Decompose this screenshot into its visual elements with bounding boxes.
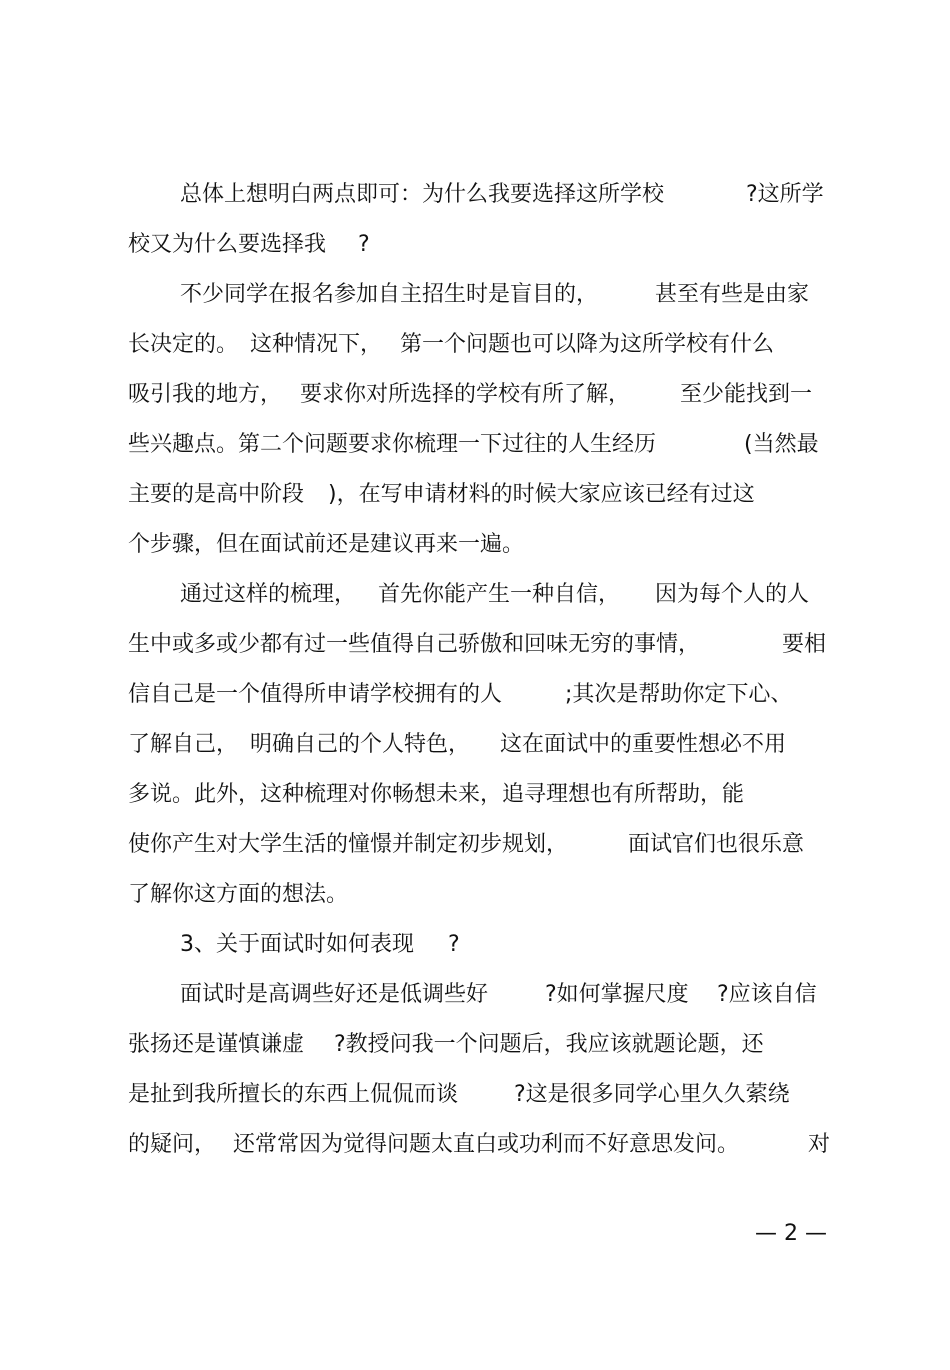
text-segment: (当然最 <box>744 432 819 457</box>
text-segment: 使你产生对大学生活的憧憬并制定初步规划， <box>128 832 569 857</box>
text-segment: 甚至有些是由家 <box>655 282 810 307</box>
text-segment: 了解自己， <box>128 732 239 757</box>
text-segment: 至少能找到一 <box>680 382 813 407</box>
text-segment: 面试官们也很乐意 <box>628 832 805 857</box>
text-segment: ;其次是帮助你定下心、 <box>565 682 793 707</box>
text-segment: 要相 <box>782 632 827 657</box>
text-segment: )，在写申请材料的时候大家应该已经有过这 <box>328 482 755 507</box>
text-segment: ?这是很多同学心里久久萦绕 <box>514 1082 790 1107</box>
text-line <box>0 670 950 720</box>
text-line <box>0 370 950 420</box>
page-number: — 2 — <box>755 1221 827 1246</box>
text-segment: ?应该自信 <box>717 982 817 1007</box>
text-segment: 总体上想明白两点即可：为什么我要选择这所学校 <box>180 182 665 207</box>
text-line <box>0 220 950 270</box>
text-segment: 因为每个人的人 <box>655 582 810 607</box>
text-line <box>0 770 950 820</box>
text-segment: 对 <box>808 1132 831 1157</box>
text-segment: 了解你这方面的想法。 <box>128 882 349 907</box>
text-line <box>0 320 950 370</box>
text-line <box>0 570 950 620</box>
text-line <box>0 820 950 870</box>
text-segment: ?教授问我一个问题后，我应该就题论题，还 <box>334 1032 764 1057</box>
text-segment: 是扯到我所擅长的东西上侃侃而谈 <box>128 1082 459 1107</box>
text-line <box>0 170 950 220</box>
text-line <box>0 1120 950 1170</box>
text-line <box>0 420 950 470</box>
text-segment: 3、关于面试时如何表现 <box>180 932 414 957</box>
text-segment: 这种情况下， <box>250 332 383 357</box>
text-segment: 信自己是一个值得所申请学校拥有的人 <box>128 682 503 707</box>
text-segment: 主要的是高中阶段 <box>128 482 305 507</box>
text-segment: 个步骤，但在面试前还是建议再来一遍。 <box>128 532 525 557</box>
text-segment: 长决定的。 <box>128 332 239 357</box>
text-segment: 生中或多或少都有过一些值得自己骄傲和回味无穷的事情， <box>128 632 701 657</box>
text-segment: 还常常因为觉得问题太直白或功利而不好意思发问。 <box>233 1132 740 1157</box>
text-line <box>0 870 950 920</box>
text-line <box>0 520 950 570</box>
text-segment: ? <box>358 232 370 257</box>
text-line <box>0 970 950 1020</box>
text-segment: 面试时是高调些好还是低调些好 <box>180 982 489 1007</box>
text-segment: ?这所学 <box>746 182 824 207</box>
text-line <box>0 1020 950 1070</box>
text-segment: 通过这样的梳理， <box>180 582 357 607</box>
text-segment: ?如何掌握尺度 <box>545 982 689 1007</box>
text-line <box>0 620 950 670</box>
text-segment: 不少同学在报名参加自主招生时是盲目的， <box>180 282 599 307</box>
text-line <box>0 470 950 520</box>
text-segment: 的疑问， <box>128 1132 217 1157</box>
text-segment: 张扬还是谨慎谦虚 <box>128 1032 305 1057</box>
text-segment: 明确自己的个人特色， <box>250 732 471 757</box>
text-line <box>0 270 950 320</box>
text-segment: 些兴趣点。第二个问题要求你梳理一下过往的人生经历 <box>128 432 657 457</box>
text-segment: 这在面试中的重要性想必不用 <box>500 732 787 757</box>
text-segment: 要求你对所选择的学校有所了解， <box>300 382 631 407</box>
text-line <box>0 920 950 970</box>
text-segment: 吸引我的地方， <box>128 382 283 407</box>
text-segment: 第一个问题也可以降为这所学校有什么 <box>400 332 775 357</box>
text-segment: 首先你能产生一种自信， <box>378 582 621 607</box>
text-segment: 多说。此外，这种梳理对你畅想未来，追寻理想也有所帮助，能 <box>128 782 745 807</box>
text-line <box>0 1070 950 1120</box>
text-segment: 校又为什么要选择我 <box>128 232 327 257</box>
text-line <box>0 720 950 770</box>
text-segment: ? <box>448 932 460 957</box>
